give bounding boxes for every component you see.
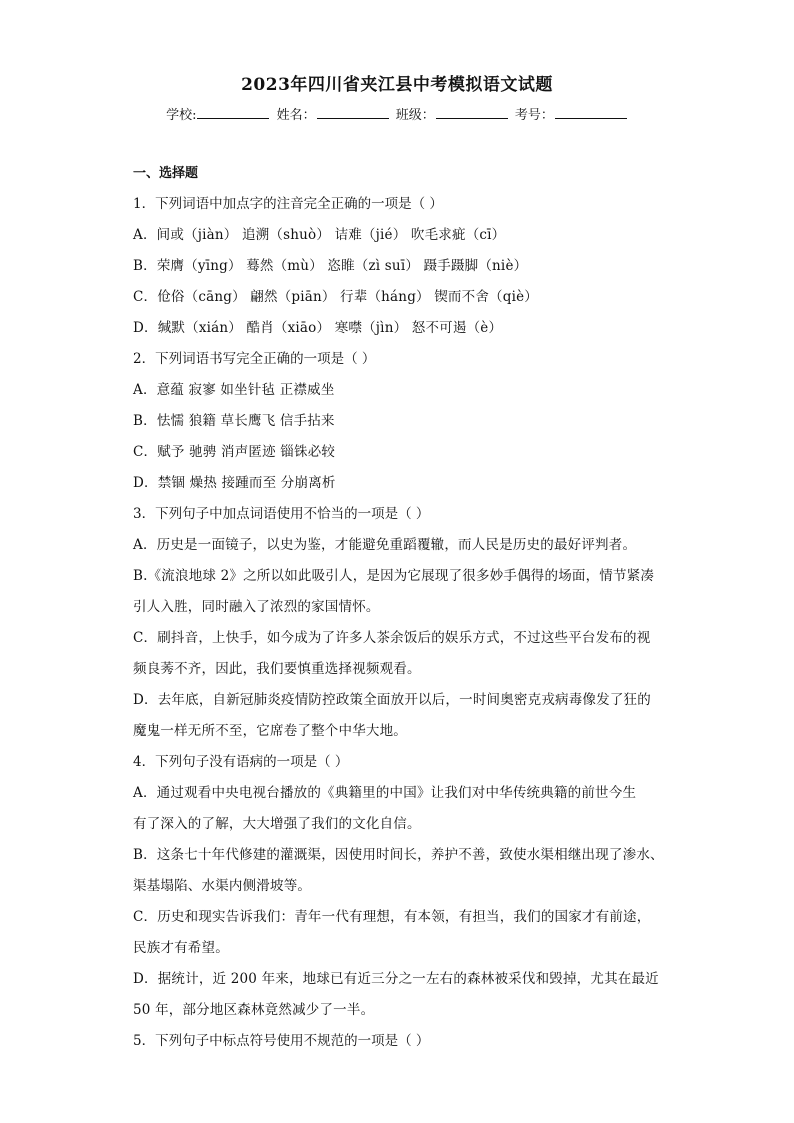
option-line: 频良莠不齐，因此，我们要慎重选择视频观看。 bbox=[133, 661, 421, 677]
option-line: B.《流浪地球 2》之所以如此吸引人，是因为它展现了很多妙手偶得的场面，情节紧凑 bbox=[133, 568, 655, 584]
option-line: A．通过观看中央电视台播放的《典籍里的中国》让我们对中华传统典籍的前世今生 bbox=[133, 785, 637, 801]
option-line: D．缄默（xián） 酷肖（xiāo） 寒噤（jìn） 怒不可遏（è） bbox=[133, 320, 503, 336]
question-stem: 5．下列句子中标点符号使用不规范的一项是（ ） bbox=[133, 1033, 430, 1049]
number-label: 考号： bbox=[514, 108, 554, 123]
question-stem: 2．下列词语书写完全正确的一项是（ ） bbox=[133, 351, 376, 367]
option-line: 民族才有希望。 bbox=[133, 940, 229, 956]
option-line: C．赋予 驰骋 消声匿迹 锱铢必较 bbox=[133, 444, 336, 460]
option-line: A．间或（jiàn） 追溯（shuò） 诘难（jié） 吹毛求疵（cī） bbox=[133, 227, 506, 243]
question-stem: 4．下列句子没有语病的一项是（ ） bbox=[133, 754, 349, 770]
option-line: A．意蕴 寂寥 如坐针毡 正襟威坐 bbox=[133, 382, 335, 398]
option-line: A．历史是一面镜子，以史为鉴，才能避免重蹈覆辙，而人民是历史的最好评判者。 bbox=[133, 537, 637, 553]
school-blank[interactable] bbox=[197, 106, 269, 119]
class-blank[interactable] bbox=[436, 106, 508, 119]
option-line: D．据统计，近 200 年来，地球已有近三分之一左右的森林被采伐和毁掉，尤其在最近 bbox=[133, 971, 659, 987]
option-line: 魔鬼一样无所不至，它席卷了整个中华大地。 bbox=[133, 723, 407, 739]
option-line: C．刷抖音，上快手，如今成为了许多人茶余饭后的娱乐方式，不过这些平台发布的视 bbox=[133, 630, 651, 646]
option-line: D．去年底，自新冠肺炎疫情防控政策全面放开以后，一时间奥密克戎病毒像发了狂的 bbox=[133, 692, 651, 708]
option-line: 50 年，部分地区森林竟然减少了一半。 bbox=[133, 1002, 375, 1018]
option-line: C．伧俗（cāng） 翩然（piān） 行辈（háng） 锲而不舍（qiè） bbox=[133, 289, 538, 305]
question-stem: 1．下列词语中加点字的注音完全正确的一项是（ ） bbox=[133, 196, 443, 212]
option-line: B．怯懦 狼籍 草长鹰飞 信手拈来 bbox=[133, 413, 335, 429]
student-info-row bbox=[0, 104, 794, 123]
page-title: 2023年四川省夹江县中考模拟语文试题 bbox=[241, 75, 553, 95]
option-line: 渠基塌陷、水渠内侧滑坡等。 bbox=[133, 878, 312, 894]
school-label: 学校: bbox=[166, 108, 197, 123]
class-label: 班级： bbox=[395, 108, 435, 123]
option-line: B．荣膺（yīng） 蓦然（mù） 恣睢（zì suī） 蹑手蹑脚（niè） bbox=[133, 258, 528, 274]
option-line: C．历史和现实告诉我们：青年一代有理想，有本领，有担当，我们的国家才有前途， bbox=[133, 909, 651, 925]
option-line: D．禁锢 燥热 接踵而至 分崩离析 bbox=[133, 475, 336, 491]
option-line: B．这条七十年代修建的灌溉渠，因使用时间长，养护不善，致使水渠相继出现了渗水、 bbox=[133, 847, 664, 863]
option-line: 引人入胜，同时融入了浓烈的家国情怀。 bbox=[133, 599, 380, 615]
name-label: 姓名： bbox=[276, 108, 316, 123]
question-stem: 3．下列句子中加点词语使用不恰当的一项是（ ） bbox=[133, 506, 430, 522]
name-blank[interactable] bbox=[317, 106, 389, 119]
exam-body bbox=[133, 158, 673, 1057]
option-line: 有了深入的了解，大大增强了我们的文化自信。 bbox=[133, 816, 421, 832]
number-blank[interactable] bbox=[555, 106, 627, 119]
section-heading: 一、选择题 bbox=[133, 166, 199, 181]
